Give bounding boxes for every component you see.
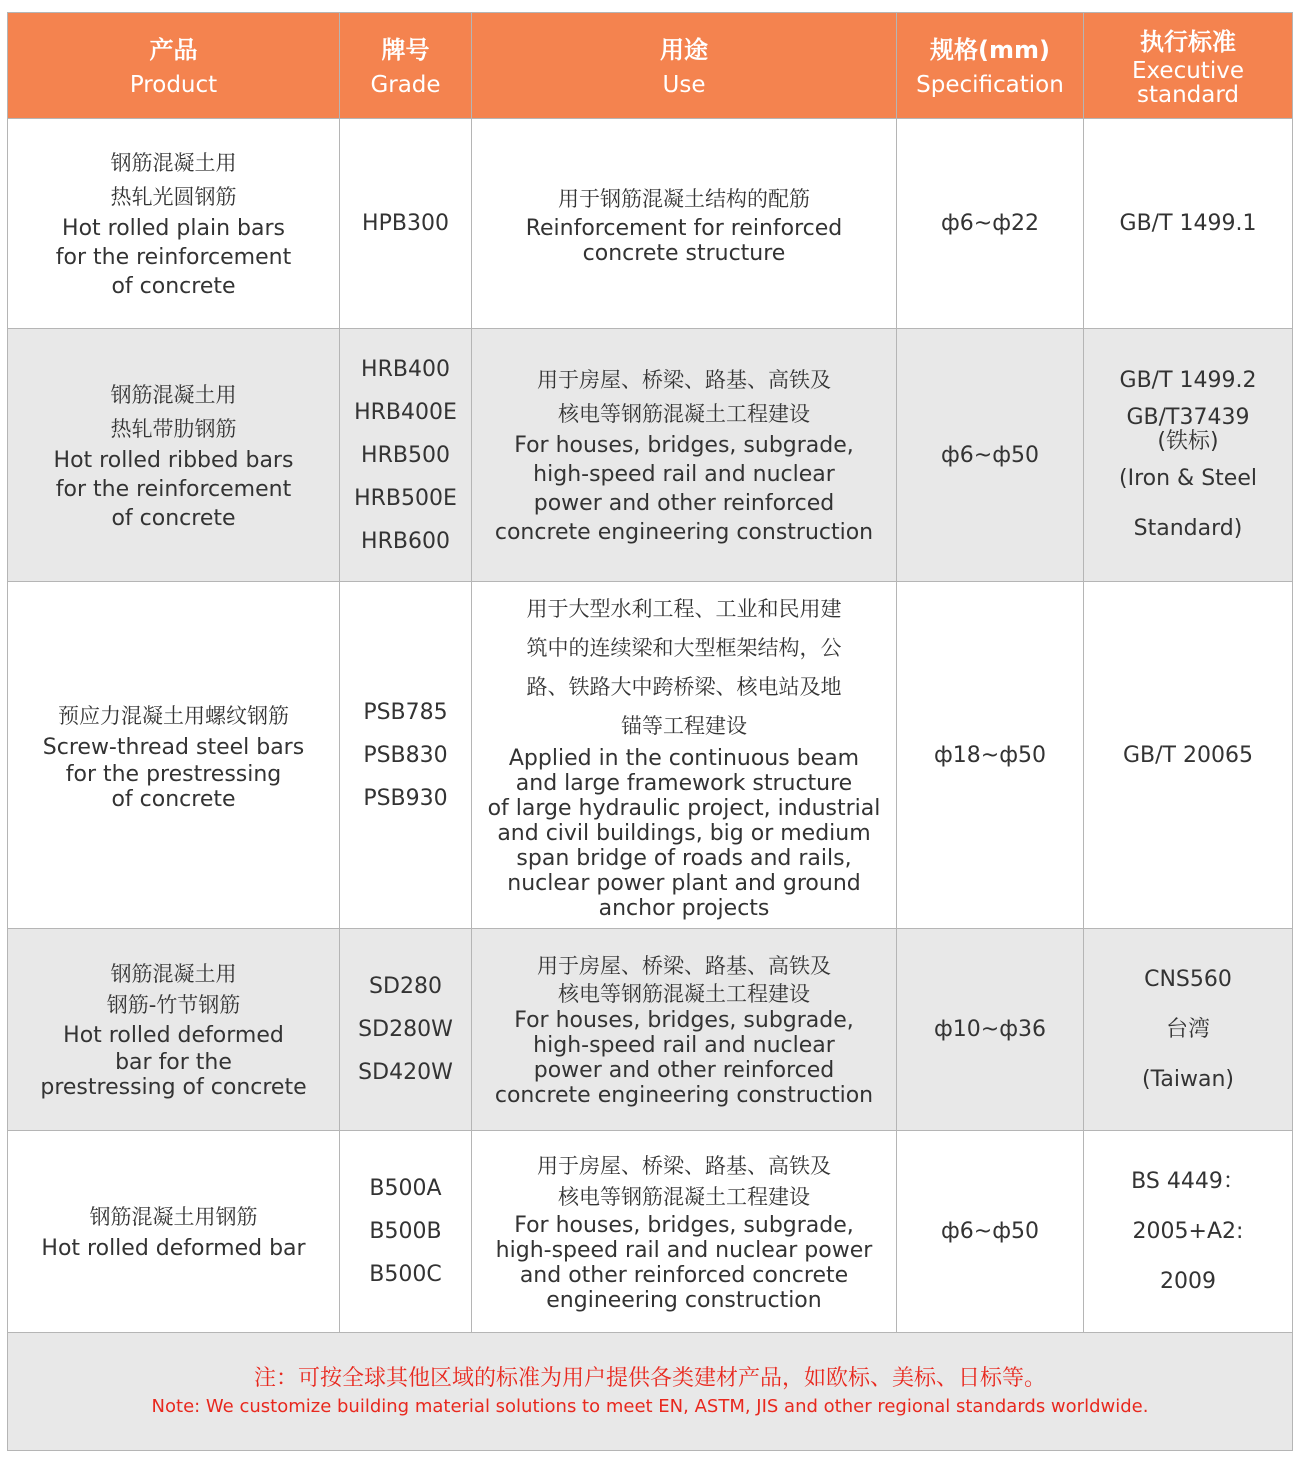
header-product-zh: 产品 <box>149 35 198 64</box>
use-zh-line: 用于房屋、桥梁、路基、高铁及 <box>537 368 831 392</box>
product-en-line: Hot rolled plain bars <box>62 216 285 241</box>
spec-value: ф6~ф50 <box>940 442 1040 468</box>
grade-value: SD420W <box>358 1060 453 1085</box>
product-cell <box>8 1131 340 1333</box>
product-cell <box>8 929 340 1131</box>
standard-cell <box>1084 929 1293 1131</box>
product-en-line: of concrete <box>111 505 236 531</box>
use-cell <box>472 329 897 582</box>
table-row <box>8 329 1293 582</box>
grade-value: B500C <box>369 1262 442 1287</box>
use-en-line: and other reinforced concrete <box>519 1262 849 1288</box>
use-en-line: concrete engineering construction <box>494 520 874 545</box>
product-zh-line: 热轧带肋钢筋 <box>110 416 237 441</box>
use-en-line: For houses, bridges, subgrade, <box>514 433 854 458</box>
grade-value: PSB930 <box>363 785 448 811</box>
standard-cell <box>1084 1131 1293 1333</box>
use-zh-line: 锚等工程建设 <box>621 713 747 738</box>
standard-value: BS 4449： <box>1131 1168 1245 1194</box>
header-standard-zh: 执行标准 <box>1140 27 1236 56</box>
use-en-line: span bridge of roads and rails, <box>516 845 852 871</box>
spec-cell <box>897 929 1084 1131</box>
product-zh-line: 钢筋混凝土用钢筋 <box>89 1205 258 1229</box>
product-zh-line: 热轧光圆钢筋 <box>110 185 237 209</box>
spec-value: ф10~ф36 <box>933 1017 1047 1042</box>
standard-value: 2009 <box>1160 1268 1216 1294</box>
header-product-en: Product <box>129 71 218 98</box>
use-en-line: and large framework structure <box>515 770 853 796</box>
header-use-en: Use <box>662 71 706 98</box>
spec-value: ф18~ф50 <box>933 742 1047 768</box>
grade-value: B500B <box>369 1219 442 1244</box>
product-zh-line: 预应力混凝土用螺纹钢筋 <box>58 703 289 728</box>
use-en-line: power and other reinforced <box>533 491 835 516</box>
use-cell <box>472 119 897 329</box>
standard-value: 2005+A2: <box>1132 1218 1244 1244</box>
grade-cell <box>340 1131 472 1333</box>
standard-value: Standard) <box>1133 516 1243 541</box>
product-zh-line: 钢筋-竹节钢筋 <box>106 993 241 1017</box>
spec-cell <box>897 582 1084 929</box>
standard-value: CNS560 <box>1144 966 1232 992</box>
note-row <box>8 1333 1293 1451</box>
use-zh-line: 用于大型水利工程、工业和民用建 <box>526 596 842 621</box>
use-zh-line: 用于钢筋混凝土结构的配筋 <box>558 186 810 211</box>
grade-value: B500A <box>369 1176 442 1201</box>
table-row <box>8 929 1293 1131</box>
grade-cell <box>340 329 472 582</box>
standard-value: (Taiwan) <box>1142 1066 1234 1092</box>
grade-cell <box>340 119 472 329</box>
table-row <box>8 582 1293 929</box>
standard-value: GB/T 1499.1 <box>1119 211 1257 236</box>
standard-value: GB/T 1499.2 <box>1119 368 1257 393</box>
use-en-line: of large hydraulic project, industrial <box>487 795 881 821</box>
standard-value: GB/T37439 <box>1126 405 1250 430</box>
grade-value: SD280 <box>369 974 442 999</box>
use-en-line: concrete engineering construction <box>494 1082 874 1108</box>
spec-cell <box>897 1131 1084 1333</box>
use-zh-line: 路、铁路大中跨桥梁、核电站及地 <box>526 674 842 699</box>
product-en-line: prestressing of concrete <box>40 1075 307 1100</box>
use-en-line: high-speed rail and nuclear power <box>495 1237 873 1263</box>
use-en-line: engineering construction <box>546 1287 822 1313</box>
table-row <box>8 119 1293 329</box>
header-specification <box>897 13 1084 119</box>
use-cell <box>472 582 897 929</box>
use-en-line: power and other reinforced <box>533 1057 835 1083</box>
standard-cell <box>1084 329 1293 582</box>
grade-value: HRB500E <box>354 485 457 511</box>
use-zh-line: 核电等钢筋混凝土工程建设 <box>558 1184 810 1209</box>
spec-cell <box>897 329 1084 582</box>
standard-cell <box>1084 582 1293 929</box>
use-zh-line: 用于房屋、桥梁、路基、高铁及 <box>537 953 831 978</box>
product-en-line: Screw-thread steel bars <box>42 734 305 760</box>
use-en-line: high-speed rail and nuclear <box>533 462 835 487</box>
product-en-line: of concrete <box>111 786 236 812</box>
header-standard-en-2: standard <box>1136 81 1240 108</box>
standard-value: (铁标) <box>1157 429 1219 454</box>
use-en-line: Applied in the continuous beam <box>508 745 860 771</box>
use-en-line: and civil buildings, big or medium <box>497 820 871 846</box>
product-en-line: Hot rolled deformed <box>63 1023 284 1048</box>
spec-cell <box>897 119 1084 329</box>
grade-value: HRB500 <box>361 442 450 468</box>
header-spec-zh: 规格(mm) <box>930 35 1050 64</box>
product-en-line: for the reinforcement <box>55 476 292 502</box>
header-use <box>472 13 897 119</box>
product-en-line: Hot rolled deformed bar <box>41 1236 306 1261</box>
note-zh: 注：可按全球其他区域的标准为用户提供各类建材产品，如欧标、美标、日标等。 <box>253 1365 1046 1391</box>
product-en-line: for the prestressing <box>65 761 282 787</box>
product-cell <box>8 119 340 329</box>
product-en-line: bar for the <box>115 1050 232 1075</box>
use-en-line: For houses, bridges, subgrade, <box>514 1007 854 1033</box>
header-use-zh: 用途 <box>660 35 708 64</box>
grade-value: SD280W <box>358 1017 453 1042</box>
grade-value: HRB400E <box>354 399 457 425</box>
use-en-line: concrete structure <box>582 240 786 266</box>
product-en-line: for the reinforcement <box>55 245 292 270</box>
product-cell <box>8 582 340 929</box>
use-zh-line: 筑中的连续梁和大型框架结构，公 <box>526 635 842 660</box>
product-table-wrapper <box>7 12 1292 1451</box>
product-en-line: of concrete <box>111 274 236 299</box>
use-zh-line: 用于房屋、桥梁、路基、高铁及 <box>537 1153 831 1178</box>
standard-cell <box>1084 119 1293 329</box>
grade-value: HPB300 <box>362 211 449 236</box>
grade-cell <box>340 582 472 929</box>
product-zh-line: 钢筋混凝土用 <box>110 962 237 986</box>
grade-value: PSB785 <box>363 699 448 725</box>
use-cell <box>472 929 897 1131</box>
header-grade <box>340 13 472 119</box>
use-en-line: nuclear power plant and ground <box>507 870 861 896</box>
grade-value: HRB600 <box>361 528 450 554</box>
grade-cell <box>340 929 472 1131</box>
header-grade-en: Grade <box>370 71 441 98</box>
grade-value: PSB830 <box>363 742 448 768</box>
product-cell <box>8 329 340 582</box>
header-standard <box>1084 13 1293 119</box>
use-zh-line: 核电等钢筋混凝土工程建设 <box>558 402 810 426</box>
use-zh-line: 核电等钢筋混凝土工程建设 <box>558 981 810 1006</box>
header-grade-zh: 牌号 <box>381 35 430 64</box>
header-product <box>8 13 340 119</box>
header-standard-en-1: Executive <box>1132 57 1244 84</box>
header-spec-en: Specification <box>916 71 1064 98</box>
note-en: Note: We customize building material solutions to meet EN, ASTM, JIS and other regional standards worldwide. <box>151 1395 1149 1417</box>
use-en-line: Reinforcement for reinforced <box>525 215 843 241</box>
table-header-row <box>8 13 1293 119</box>
use-en-line: For houses, bridges, subgrade, <box>514 1212 854 1238</box>
product-spec-table <box>7 12 1293 1451</box>
table-row <box>8 1131 1293 1333</box>
use-cell <box>472 1131 897 1333</box>
spec-value: ф6~ф22 <box>940 211 1040 236</box>
standard-value: 台湾 <box>1165 1016 1210 1042</box>
standard-value: (Iron & Steel <box>1119 466 1257 491</box>
product-en-line: Hot rolled ribbed bars <box>53 447 294 473</box>
product-zh-line: 钢筋混凝土用 <box>110 151 237 175</box>
standard-value: GB/T 20065 <box>1123 742 1253 768</box>
grade-value: HRB400 <box>361 356 450 382</box>
use-en-line: anchor projects <box>598 895 770 921</box>
note-cell <box>8 1333 1293 1451</box>
spec-value: ф6~ф50 <box>940 1219 1040 1244</box>
product-zh-line: 钢筋混凝土用 <box>110 382 237 407</box>
use-en-line: high-speed rail and nuclear <box>533 1032 835 1058</box>
